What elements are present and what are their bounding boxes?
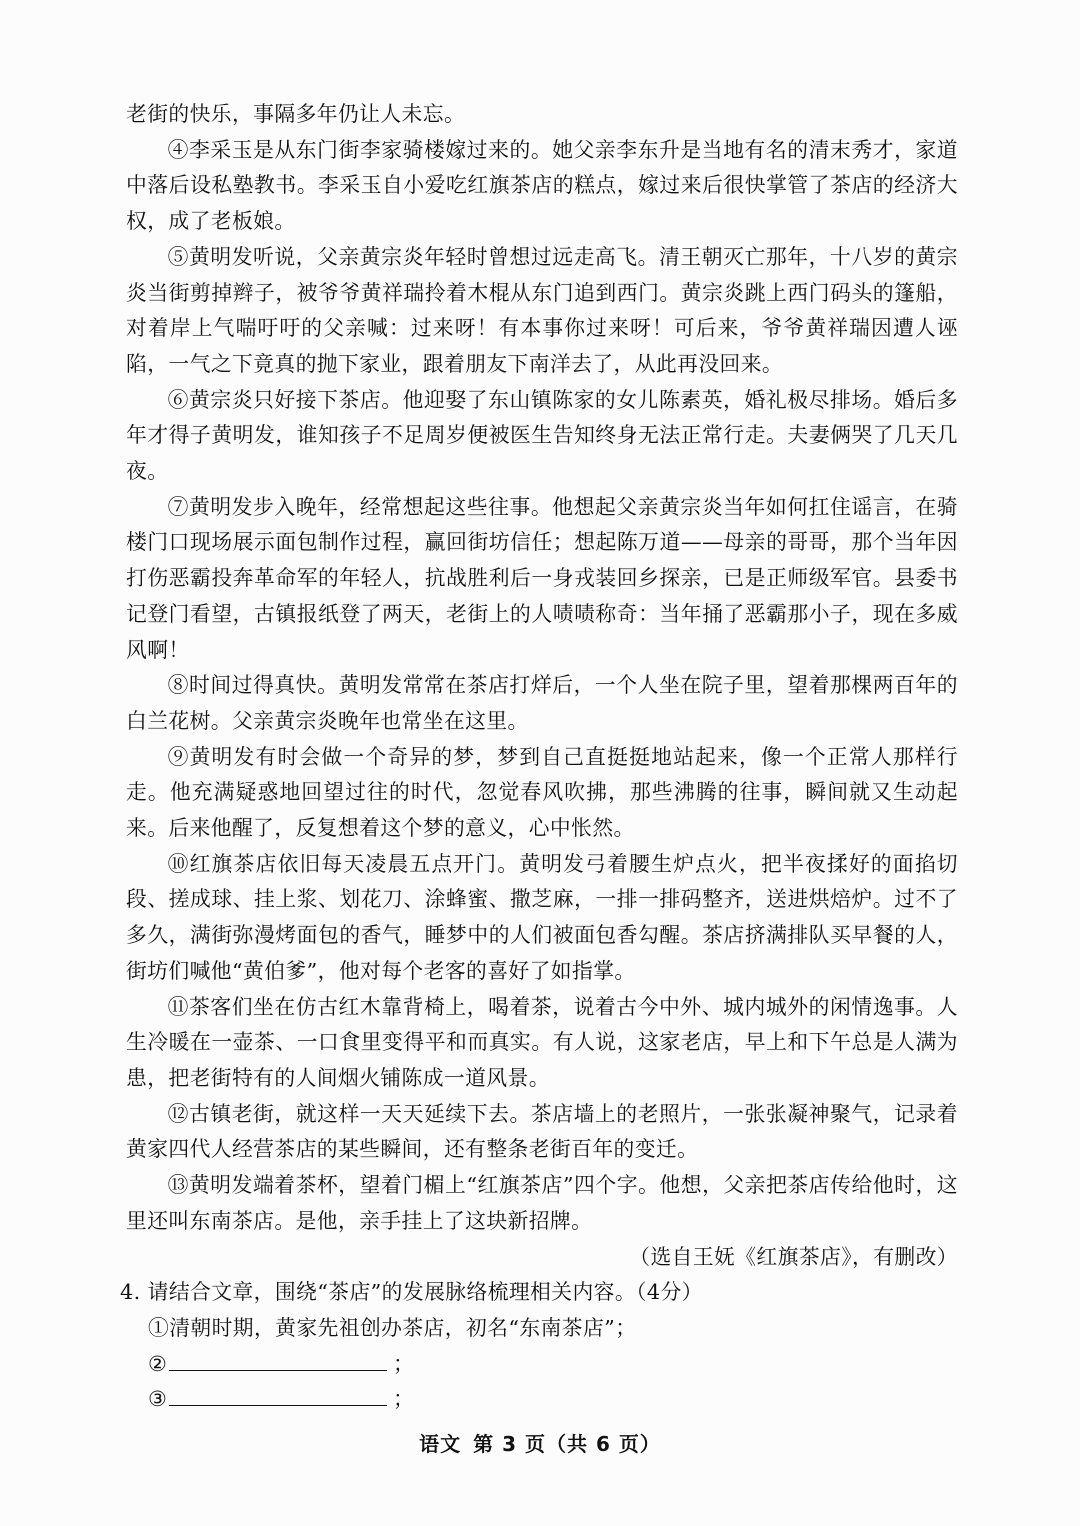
paragraph-12: ⑫古镇老街，就这样一天天延续下去。茶店墙上的老照片，一张张凝神聚气，记录着黄家四代人经营茶店的某些瞬间，还有整条老街百年的变迁。 — [126, 1101, 958, 1162]
paragraph-continuation: 老街的快乐，事隔多年仍让人未忘。 — [126, 102, 466, 126]
answer-item-3-end: ； — [393, 1387, 415, 1412]
page-footer — [0, 1428, 1080, 1457]
paragraph-11: ⑪茶客们坐在仿古红木靠背椅上，喝着茶，说着古今中外、城内城外的闲情逸事。人生冷暖在一壶茶、一口食里变得平和而真实。有人说，这家老店，早上和下午总是人满为患，把老街特有的人间烟火铺陈成一道风景。 — [126, 994, 958, 1090]
answer-blank-2[interactable] — [169, 1348, 387, 1371]
paragraph-8: ⑧时间过得真快。黄明发常常在茶店打烊后，一个人坐在院子里，望着那棵两百年的白兰花树。父亲黄宗炎晚年也常坐在这里。 — [126, 673, 958, 733]
paragraph-4: ④李采玉是从东门街李家骑楼嫁过来的。她父亲李东升是当地有名的清末秀才，家道中落后设私塾教书。李采玉自小爱吃红旗茶店的糕点，嫁过来后很快掌管了茶店的经济大权，成了老板娘。 — [126, 137, 958, 234]
answer-blank-3[interactable] — [169, 1383, 387, 1406]
answer-item-2-marker: ② — [148, 1351, 168, 1376]
answer-item-3 — [148, 1382, 958, 1418]
paragraph-9: ⑨黄明发有时会做一个奇异的梦，梦到自己直挺挺地站起来，像一个正常人那样行走。他充满疑惑地回望过往的时代，忽觉春风吹拂，那些沸腾的往事，瞬间就又生动起来。后来他醒了，反复想着这个梦的意义，心中怅然。 — [126, 744, 958, 841]
answer-item-3-marker: ③ — [148, 1387, 168, 1412]
answer-item-2 — [148, 1347, 958, 1383]
paragraph-13: ⑬黄明发端着茶杯，望着门楣上“红旗茶店”四个字。他想，父亲把茶店传给他时，这里还叫东南茶店。是他，亲手挂上了这块新招牌。 — [126, 1173, 958, 1233]
paragraph-5: ⑤黄明发听说，父亲黄宗炎年轻时曾想过远走高飞。清王朝灭亡那年，十八岁的黄宗炎当街剪掉辫子，被爷爷黄祥瑞拎着木棍从东门追到西门。黄宗炎跳上西门码头的篷船，对着岸上气喘吁吁的父亲喊：过来呀！有本事你过来呀！可后来，爷爷黄祥瑞因遭人诬陷，一气之下竟真的抛下家业，跟着朋友下南洋去了，从此再没回来。 — [126, 244, 958, 376]
footer-subject: 语文 — [419, 1432, 462, 1456]
answer-item-2-end: ； — [393, 1351, 415, 1376]
paragraph-7: ⑦黄明发步入晚年，经常想起这些往事。他想起父亲黄宗炎当年如何扛住谣言，在骑楼门口现场展示面包制作过程，赢回街坊信任；想起陈万道——母亲的哥哥，那个当年因打伤恶霸投奔革命军的年轻人，抗战胜利后一身戎装回乡探亲，已是正师级军官。县委书记登门看望，古镇报纸登了两天，老街上的人啧啧称奇：当年捅了恶霸那小子，现在多威风啊！ — [126, 494, 958, 662]
paragraph-6: ⑥黄宗炎只好接下茶店。他迎娶了东山镇陈家的女儿陈素英，婚礼极尽排场。婚后多年才得子黄明发，谁知孩子不足周岁便被医生告知终身无法正常行走。夫妻俩哭了几天几夜。 — [126, 387, 958, 484]
footer-page-number: 第 3 页（共 6 页） — [473, 1432, 661, 1456]
answer-item-1: ①清朝时期，黄家先祖创办茶店，初名“东南茶店”； — [148, 1315, 637, 1340]
reading-passage — [120, 97, 958, 1418]
source-citation: （选自王妩《红旗茶店》，有删改） — [629, 1244, 958, 1269]
question-4-prompt: 4. 请结合文章，围绕“茶店”的发展脉络梳理相关内容。（4分） — [120, 1280, 703, 1305]
paragraph-10: ⑩红旗茶店依旧每天凌晨五点开门。黄明发弓着腰生炉点火，把半夜揉好的面掐切段、搓成球、挂上浆、划花刀、涂蜂蜜、撒芝麻，一排一排码整齐，送进烘焙炉。过不了多久，满街弥漫烤面包的香气，睡梦中的人们被面包香勾醒。茶店挤满排队买早餐的人，街坊们喊他“黄伯爹”，他对每个老客的喜好了如指掌。 — [126, 851, 958, 983]
